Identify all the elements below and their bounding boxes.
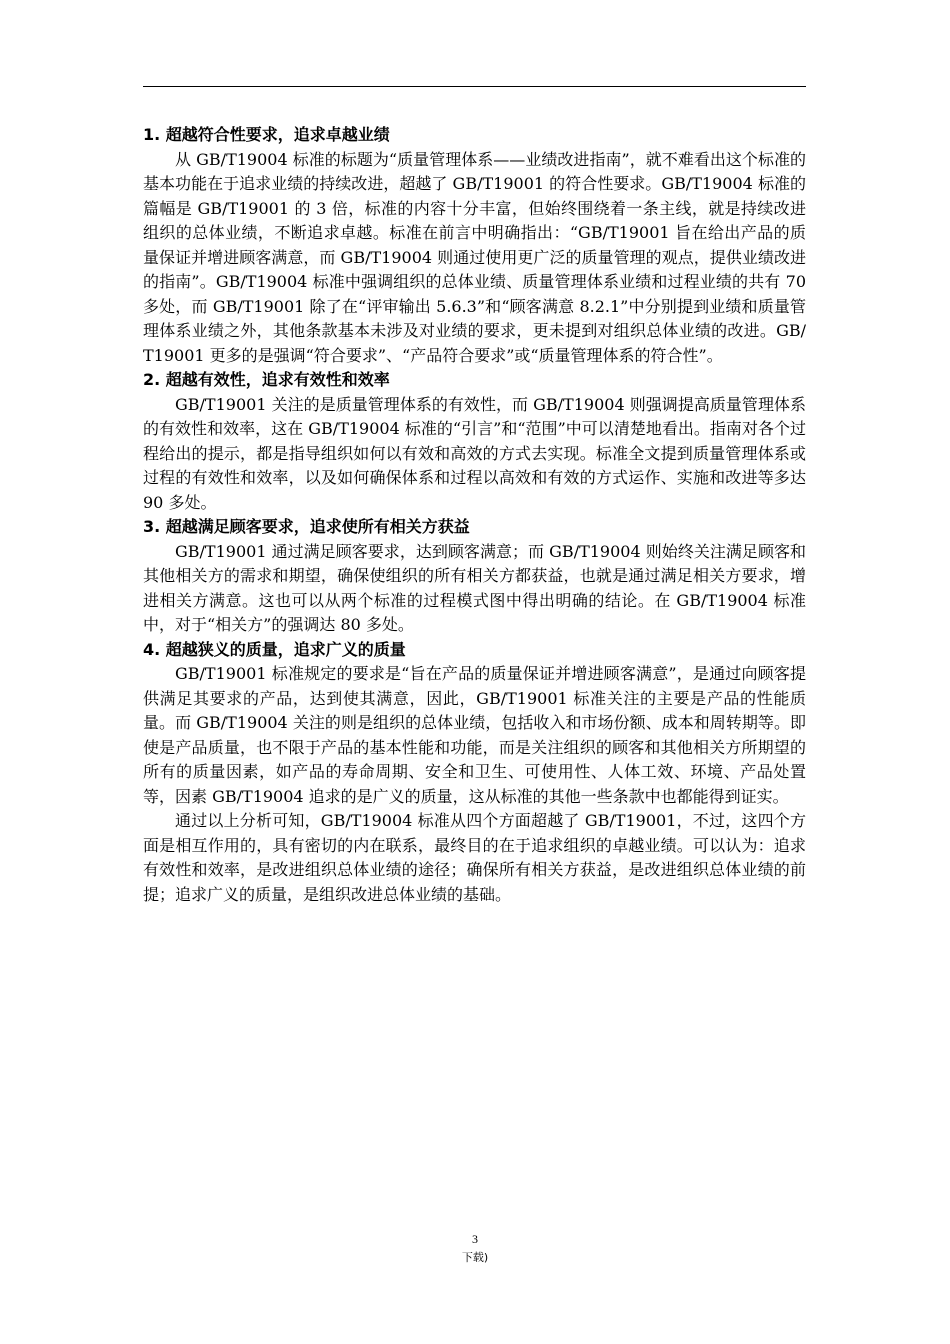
section-4-paragraph-1: GB/T19001 标准规定的要求是“旨在产品的质量保证并增进顾客满意”，是通过向顾客提供满足其要求的产品，达到使其满意，因此，GB/T19001 标准关注的主要是产品的性能质量。而 GB/T19004 关注的则是组织的总体业绩，包括收入和市场份额、成本和周转期等。即使是产品质量，也不限于产品的基本性能和功能，而是关注组织的顾客和其他相关方所期望的所有的质量因素，如产品的寿命周期、安全和卫生、可使用性、人体工效、环境、产品处置等，因素 GB/T19004 追求的是广义的质量，这从标准的其他一些条款中也都能得到证实。 [143, 664, 806, 806]
header-rule [143, 86, 806, 87]
section-heading-2: 2. 超越有效性，追求有效性和效率 [143, 370, 390, 389]
section-heading-1: 1. 超越符合性要求，追求卓越业绩 [143, 125, 390, 144]
footer-note: 下载) [461, 1251, 489, 1264]
section-heading-3: 3. 超越满足顾客要求，追求使所有相关方获益 [143, 517, 470, 536]
section-1-paragraph-1: 从 GB/T19004 标准的标题为“质量管理体系——业绩改进指南”，就不难看出这个标准的基本功能在于追求业绩的持续改进，超越了 GB/T19001 的符合性要求。GB/T19004 标准的篇幅是 GB/T19001 的 3 倍，标准的内容十分丰富，但始终围绕着一条主线，就是持续改进组织的总体业绩，不断追求卓越。标准在前言中明确指出：“GB/T19001 旨在给出产品的质量保证并增进顾客满意，而 GB/T19004 则通过使用更广泛的质量管理的观点，提供业绩改进的指南”。GB/T19004 标准中强调组织的总体业绩、质量管理体系业绩和过程业绩的共有 70 多处，而 GB/T19001 除了在“评审输出 5.6.3”和“顾客满意 8.2.1”中分别提到业绩和质量管理体系业绩之外，其他条款基本未涉及对业绩的要求，更未提到对组织总体业绩的改进。GB/T19001 更多的是强调“符合要求”、“产品符合要求”或“质量管理体系的符合性”。 [143, 149, 806, 365]
section-2-paragraph-1: GB/T19001 关注的是质量管理体系的有效性，而 GB/T19004 则强调提高质量管理体系的有效性和效率，这在 GB/T19004 标准的“引言”和“范围”中可以清楚地看出。指南对各个过程给出的提示，都是指导组织如何以有效和高效的方式去实现。标准全文提到质量管理体系或过程的有效性和效率，以及如何确保体系和过程以高效和有效的方式运作、实施和改进等多达 90 多处。 [143, 394, 806, 512]
document-body [143, 123, 806, 907]
page-number: 3 [472, 1232, 478, 1246]
section-3-paragraph-1: GB/T19001 通过满足顾客要求，达到顾客满意；而 GB/T19004 则始终关注满足顾客和其他相关方的需求和期望，确保使组织的所有相关方都获益，也就是通过满足相关方要求，增进相关方满意。这也可以从两个标准的过程模式图中得出明确的结论。在 GB/T19004 标准中，对于“相关方”的强调达 80 多处。 [143, 541, 806, 634]
conclusion-paragraph: 通过以上分析可知，GB/T19004 标准从四个方面超越了 GB/T19001，不过，这四个方面是相互作用的，具有密切的内在联系，最终目的在于追求组织的卓越业绩。可以认为：追求有效性和效率，是改进组织总体业绩的途径；确保所有相关方获益，是改进组织总体业绩的前提；追求广义的质量，是组织改进总体业绩的基础。 [143, 811, 806, 904]
section-heading-4: 4. 超越狭义的质量，追求广义的质量 [143, 639, 406, 659]
